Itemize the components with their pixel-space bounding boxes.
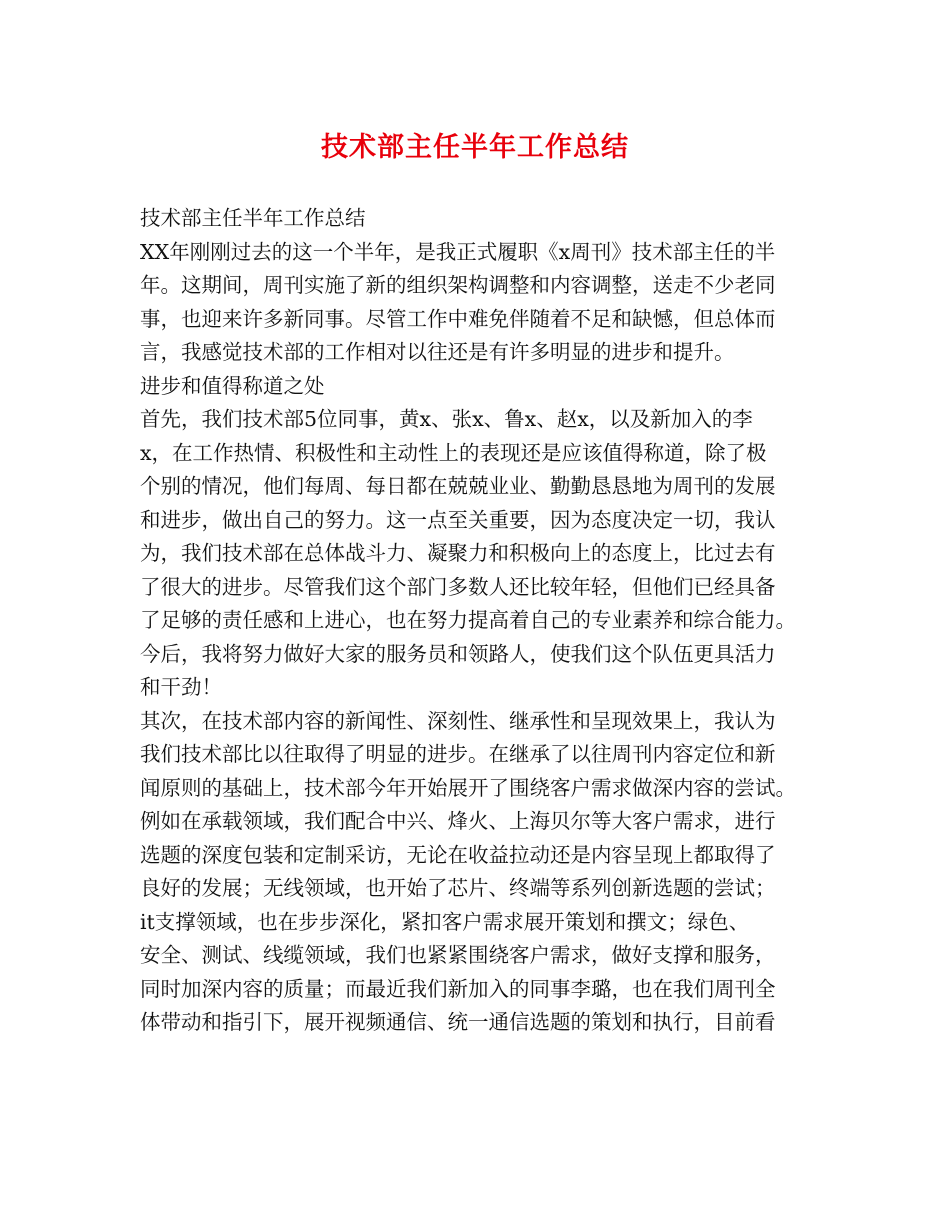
body-line: it支撑领域，也在步步深化，紧扣客户需求展开策划和撰文；绿色、 bbox=[140, 909, 750, 934]
body-line: 技术部主任半年工作总结 bbox=[140, 206, 366, 230]
body-line: 安全、测试、线缆领域，我们也紧紧围绕客户需求，做好支撑和服务， bbox=[140, 943, 776, 967]
body-line: 选题的深度包装和定制采访，无论在收益拉动还是内容呈现上都取得了 bbox=[140, 842, 776, 867]
body-line: 和进步，做出自己的努力。这一点至关重要，因为态度决定一切，我认 bbox=[140, 507, 776, 532]
document-body bbox=[140, 202, 830, 1040]
body-line: XX年刚刚过去的这一个半年，是我正式履职《x周刊》技术部主任的半 bbox=[140, 239, 776, 264]
body-line: x，在工作热情、积极性和主动性上的表现还是应该值得称道，除了极 bbox=[140, 440, 767, 465]
body-line: 为，我们技术部在总体战斗力、凝聚力和积极向上的态度上，比过去有 bbox=[140, 541, 776, 565]
body-line: 我们技术部比以往取得了明显的进步。在继承了以往周刊内容定位和新 bbox=[140, 742, 776, 766]
body-line: 言，我感觉技术部的工作相对以往还是有许多明显的进步和提升。 bbox=[140, 340, 735, 364]
document-title: 技术部主任半年工作总结 bbox=[321, 132, 629, 163]
body-line: 例如在承载领域，我们配合中兴、烽火、上海贝尔等大客户需求，进行 bbox=[140, 809, 776, 833]
section-heading: 进步和值得称道之处 bbox=[140, 373, 325, 398]
body-line: 了很大的进步。尽管我们这个部门多数人还比较年轻，但他们已经具备 bbox=[140, 574, 776, 599]
body-line: 良好的发展；无线领域，也开始了芯片、终端等系列创新选题的尝试； bbox=[140, 876, 776, 900]
body-line: 个别的情况，他们每周、每日都在兢兢业业、勤勤恳恳地为周刊的发展 bbox=[140, 474, 776, 498]
body-line: 和干劲！ bbox=[140, 675, 222, 699]
body-line: 今后，我将努力做好大家的服务员和领路人，使我们这个队伍更具活力 bbox=[140, 641, 776, 666]
body-line: 事，也迎来许多新同事。尽管工作中难免伴随着不足和缺憾，但总体而 bbox=[140, 306, 776, 331]
body-line: 体带动和指引下，展开视频通信、统一通信选题的策划和执行，目前看 bbox=[140, 1010, 776, 1034]
body-line: 了足够的责任感和上进心，也在努力提高着自己的专业素养和综合能力。 bbox=[140, 608, 796, 632]
body-line: 同时加深内容的质量；而最近我们新加入的同事李璐，也在我们周刊全 bbox=[140, 976, 776, 1001]
body-line: 首先，我们技术部5位同事，黄x、张x、鲁x、赵x，以及新加入的李 bbox=[140, 407, 753, 431]
body-line: 闻原则的基础上，技术部今年开始展开了围绕客户需求做深内容的尝试。 bbox=[140, 775, 796, 800]
body-line: 其次，在技术部内容的新闻性、深刻性、继承性和呈现效果上，我认为 bbox=[140, 708, 776, 733]
body-line: 年。这期间，周刊实施了新的组织架构调整和内容调整，送走不少老同 bbox=[140, 273, 776, 297]
